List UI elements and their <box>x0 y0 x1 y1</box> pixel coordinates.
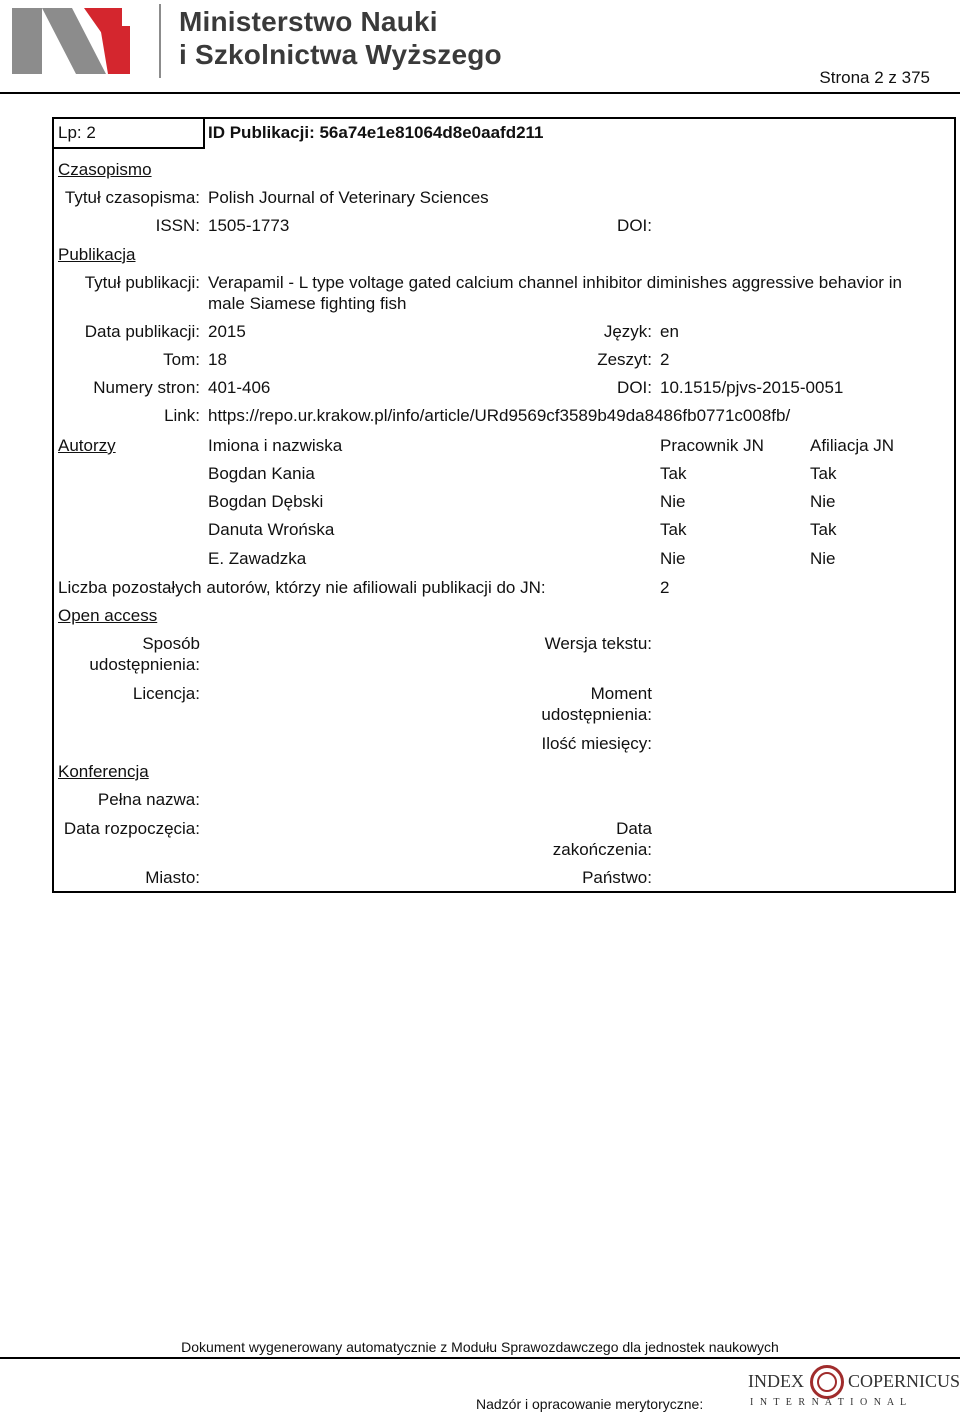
full-name-label: Pełna nazwa: <box>97 790 200 809</box>
author-row-1-employee: Tak <box>660 464 687 483</box>
pub-doi-value: 10.1515/pjvs-2015-0051 <box>660 378 844 397</box>
link-value[interactable]: https://repo.ur.krakow.pl/info/article/URd9569cf3589b49da8486fb0771c008fb/ <box>208 406 791 425</box>
author-row-3-affiliation: Tak <box>810 520 837 539</box>
footer-supervision: Nadzór i opracowanie merytoryczne: <box>476 1396 704 1412</box>
author-row-4-name: E. Zawadzka <box>208 549 307 568</box>
section-autorzy[interactable]: Autorzy <box>58 436 116 455</box>
pub-title-label: Tytuł publikacji: <box>84 273 200 292</box>
pub-title-line2: male Siamese fighting fish <box>208 294 407 313</box>
issn-label: ISSN: <box>155 216 200 235</box>
pub-date-value: 2015 <box>208 322 246 341</box>
author-row-1-affiliation: Tak <box>810 464 837 483</box>
author-row-1-name: Bogdan Kania <box>208 464 315 483</box>
license-label: Licencja: <box>132 684 200 703</box>
index-copernicus-emblem-inner <box>817 1372 837 1392</box>
country-label: Państwo: <box>582 868 652 887</box>
link-label: Link: <box>164 406 200 425</box>
journal-title-value: Polish Journal of Veterinary Sciences <box>208 188 489 207</box>
section-czasopismo[interactable]: Czasopismo <box>58 160 152 179</box>
journal-title-label: Tytuł czasopisma: <box>64 188 200 207</box>
record-number: Lp: 2 <box>58 123 96 142</box>
volume-label: Tom: <box>163 350 200 369</box>
index-copernicus-word-copernicus: COPERNICUS <box>848 1371 960 1391</box>
ministry-name-line1: Ministerstwo Nauki <box>179 6 438 37</box>
access-moment-label-1: Moment <box>590 684 652 703</box>
pub-title-line1: Verapamil - L type voltage gated calcium channel inhibitor diminishes aggressive behavior in <box>208 273 902 292</box>
other-authors-value: 2 <box>660 578 670 597</box>
author-row-4-affiliation: Nie <box>810 549 836 568</box>
pages-value: 401-406 <box>208 378 271 397</box>
volume-value: 18 <box>208 350 227 369</box>
text-version-label: Wersja tekstu: <box>544 634 652 653</box>
access-moment-label-2: udostępnienia: <box>541 705 652 724</box>
pub-date-label: Data publikacji: <box>84 322 200 341</box>
issue-value: 2 <box>660 350 670 369</box>
section-konferencja[interactable]: Konferencja <box>58 762 149 781</box>
footer-rule <box>0 1357 960 1359</box>
language-label: Język: <box>603 322 652 341</box>
author-row-3-employee: Tak <box>660 520 687 539</box>
other-authors-label: Liczba pozostałych autorów, którzy nie afiliowali publikacji do JN: <box>58 578 546 597</box>
author-row-4-employee: Nie <box>660 549 686 568</box>
authors-header-affiliation: Afiliacja JN <box>810 436 895 455</box>
start-date-label: Data rozpoczęcia: <box>63 819 200 838</box>
author-row-2-employee: Nie <box>660 492 686 511</box>
end-date-label-2: zakończenia: <box>552 840 652 859</box>
pages-label: Numery stron: <box>93 378 200 397</box>
city-label: Miasto: <box>145 868 200 887</box>
author-row-3-name: Danuta Wrońska <box>208 520 335 539</box>
months-count-label: Ilość miesięcy: <box>541 734 652 753</box>
footer-generated-note: Dokument wygenerowany automatycznie z Modułu Sprawozdawczego dla jednostek naukowych <box>181 1339 779 1355</box>
ministry-name-line2: i Szkolnictwa Wyższego <box>179 39 502 70</box>
ministry-logo <box>12 8 136 74</box>
index-copernicus-logo <box>748 1361 960 1413</box>
publication-id: ID Publikacji: 56a74e1e81064d8e0aafd211 <box>208 123 544 142</box>
issn-value: 1505-1773 <box>208 216 290 235</box>
index-copernicus-word-international: I N T E R N A T I O N A L <box>750 1397 909 1408</box>
section-open-access[interactable]: Open access <box>58 606 158 625</box>
author-row-2-affiliation: Nie <box>810 492 836 511</box>
journal-doi-label: DOI: <box>617 216 652 235</box>
end-date-label-1: Data <box>616 819 652 838</box>
section-publikacja[interactable]: Publikacja <box>58 245 136 264</box>
access-method-label-1: Sposób <box>142 634 200 653</box>
pub-doi-label: DOI: <box>617 378 652 397</box>
logo-divider <box>159 4 161 78</box>
index-copernicus-word-index: INDEX <box>748 1371 804 1391</box>
author-row-2-name: Bogdan Dębski <box>208 492 324 511</box>
language-value: en <box>660 322 679 341</box>
authors-header-name: Imiona i nazwiska <box>208 436 343 455</box>
authors-header-employee: Pracownik JN <box>660 436 764 455</box>
header-rule <box>0 92 960 94</box>
page-indicator: Strona 2 z 375 <box>819 68 930 87</box>
issue-label: Zeszyt: <box>597 350 652 369</box>
access-method-label-2: udostępnienia: <box>89 655 200 674</box>
